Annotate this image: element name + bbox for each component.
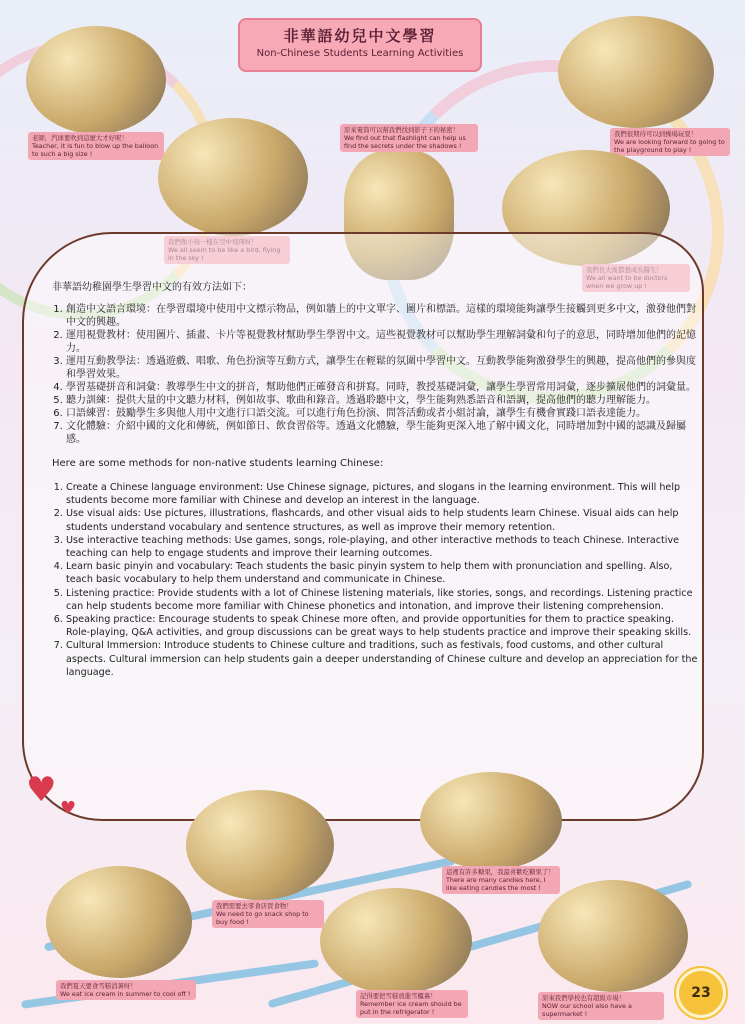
title-english: Non-Chinese Students Learning Activities <box>256 48 464 59</box>
zh-item: 4. 學習基礎拼音和詞彙：教導學生中文的拼音，幫助他們正確發音和拼寫。同時，教授基礎詞彙，讓學生學習常用詞彙，逐步擴展他們的詞彙量。 <box>66 381 700 394</box>
zh-item: 7. 文化體驗：介紹中國的文化和傳統，例如節日、飲食習俗等。透過文化體驗，學生能夠更深入地了解中國文化，同時增加對中國的認識及歸屬感。 <box>66 420 700 446</box>
zh-item: 2. 運用視覺教材：使用圖片、插畫、卡片等視覺教材幫助學生學習中文。這些視覺教材可以幫助學生理解詞彙和句子的意思，同時增加他們的記憶力。 <box>66 329 700 355</box>
caption-snack-shop: 我們需要去零食店買食物！ We need to go snack shop to buy food ! <box>212 900 324 928</box>
zh-intro: 非華語幼稚園學生學習中文的有效方法如下： <box>52 282 252 293</box>
caption-playground: 我們很期待可以到操場玩耍！ We are looking forward to going to the playground to play ! <box>610 128 730 156</box>
en-item: 6. Speaking practice: Encourage students to speak Chinese more often, and provide opportunities for them to practice speaking. Role-playing, Q&A activities, and group discussions can be great ways to help students practice and improve their speaking skills. <box>66 613 700 639</box>
caption-flashlight: 原來電筒可以幫我們找到影子下的秘密！ We find out that flashlight can help us find the secrets under the shadows ! <box>340 124 478 152</box>
caption-candies: 這裡有許多糖果，我最喜歡吃糖果了！ There are many candies here, I like eating candies the most ! <box>442 866 560 894</box>
heart-icon: ♥ <box>60 798 77 819</box>
photo-playground <box>558 16 714 128</box>
zh-item: 3. 運用互動教學法：透過遊戲、唱歌、角色扮演等互動方式，讓學生在輕鬆的氛圍中學習中文。互動教學能夠激發學生的興趣，提高他們的參與度和學習效果。 <box>66 355 700 381</box>
en-method-list <box>50 481 700 679</box>
caption-balloon: 老師，汽球要吹到這麼大才好呢！ Teacher, it is fun to blow up the balloon to such a big size ! <box>28 132 164 160</box>
en-item: 3. Use interactive teaching methods: Use games, songs, role-playing, and other interactive methods to teach Chinese. Interactive teaching can help to engage students and improve their learning outcomes. <box>66 534 700 560</box>
zh-method-list <box>50 303 700 446</box>
en-item: 1. Create a Chinese language environment: Use Chinese signage, pictures, and slogans in the learning environment. This will help students become more familiar with Chinese and develop an interest in the language. <box>66 481 700 507</box>
en-item: 5. Listening practice: Provide students with a lot of Chinese listening materials, like stories, songs, and recordings. Listening practice can help students become more familiar with Chinese phonetics and intonation, and improve their listening comprehension. <box>66 587 700 613</box>
heart-icon: ♥ <box>26 770 57 810</box>
caption-supermarket: 原來我們學校也有超級市場！ NOW our school also have a supermarket ! <box>538 992 664 1020</box>
en-item: 4. Learn basic pinyin and vocabulary: Teach students the basic pinyin system to help them with pronunciation and spelling. Also, teach basic vocabulary to help them understand and communicate in Chinese. <box>66 560 700 586</box>
photo-ice-cream <box>46 866 192 978</box>
photo-refrigerator <box>320 888 472 994</box>
title-banner <box>238 18 482 72</box>
en-item: 2. Use visual aids: Use pictures, illustrations, flashcards, and other visual aids to help students learn Chinese. Visual aids can help students understand vocabulary and sentence structures, as well as improve their memory retention. <box>66 507 700 533</box>
photo-snack-shop <box>186 790 334 900</box>
zh-item: 5. 聽力訓練：提供大量的中文聽力材料，例如故事、歌曲和錄音。透過聆聽中文，學生能夠熟悉語音和語調，提高他們的聽力理解能力。 <box>66 394 700 407</box>
photo-candies <box>420 772 562 870</box>
caption-ice-cream: 我們夏天要食雪糕消暑呀！ We eat ice cream in summer to cool off ! <box>56 980 196 1000</box>
zh-item: 6. 口語練習：鼓勵學生多與他人用中文進行口語交流。可以進行角色扮演、問答活動或者小組討論，讓學生有機會實踐口語表達能力。 <box>66 407 700 420</box>
zh-item: 1. 創造中文語言環境：在學習環境中使用中文標示物品，例如牆上的中文單字、圖片和標語。這樣的環境能夠讓學生接觸到更多中文，激發他們對中文的興趣。 <box>66 303 700 329</box>
text-content <box>50 278 700 679</box>
caption-bird: 我們像小鳥一樣在空中飛翔呀！ We all seem to be like a bird, flying in the sky ! <box>164 236 290 264</box>
photo-balloon <box>26 26 166 134</box>
title-chinese: 非華語幼兒中文學習 <box>283 27 437 45</box>
page-number: 23 <box>676 968 726 1018</box>
en-item: 7. Cultural Immersion: Introduce students to Chinese culture and traditions, such as festivals, food customs, and other cultural aspects. Cultural immersion can help students gain a deeper understanding of Chinese culture and develop an appreciation for the language. <box>66 639 700 679</box>
caption-doctors: 我們長大後都想成為醫生！ We all want to be doctors when we grow up ! <box>582 264 690 292</box>
caption-refrigerator: 記得要把雪糕放進雪櫃裏！ Remember ice cream should be put in the refrigerator ! <box>356 990 468 1018</box>
photo-supermarket <box>538 880 688 992</box>
en-intro: Here are some methods for non-native students learning Chinese: <box>52 458 384 469</box>
photo-bird <box>158 118 308 236</box>
